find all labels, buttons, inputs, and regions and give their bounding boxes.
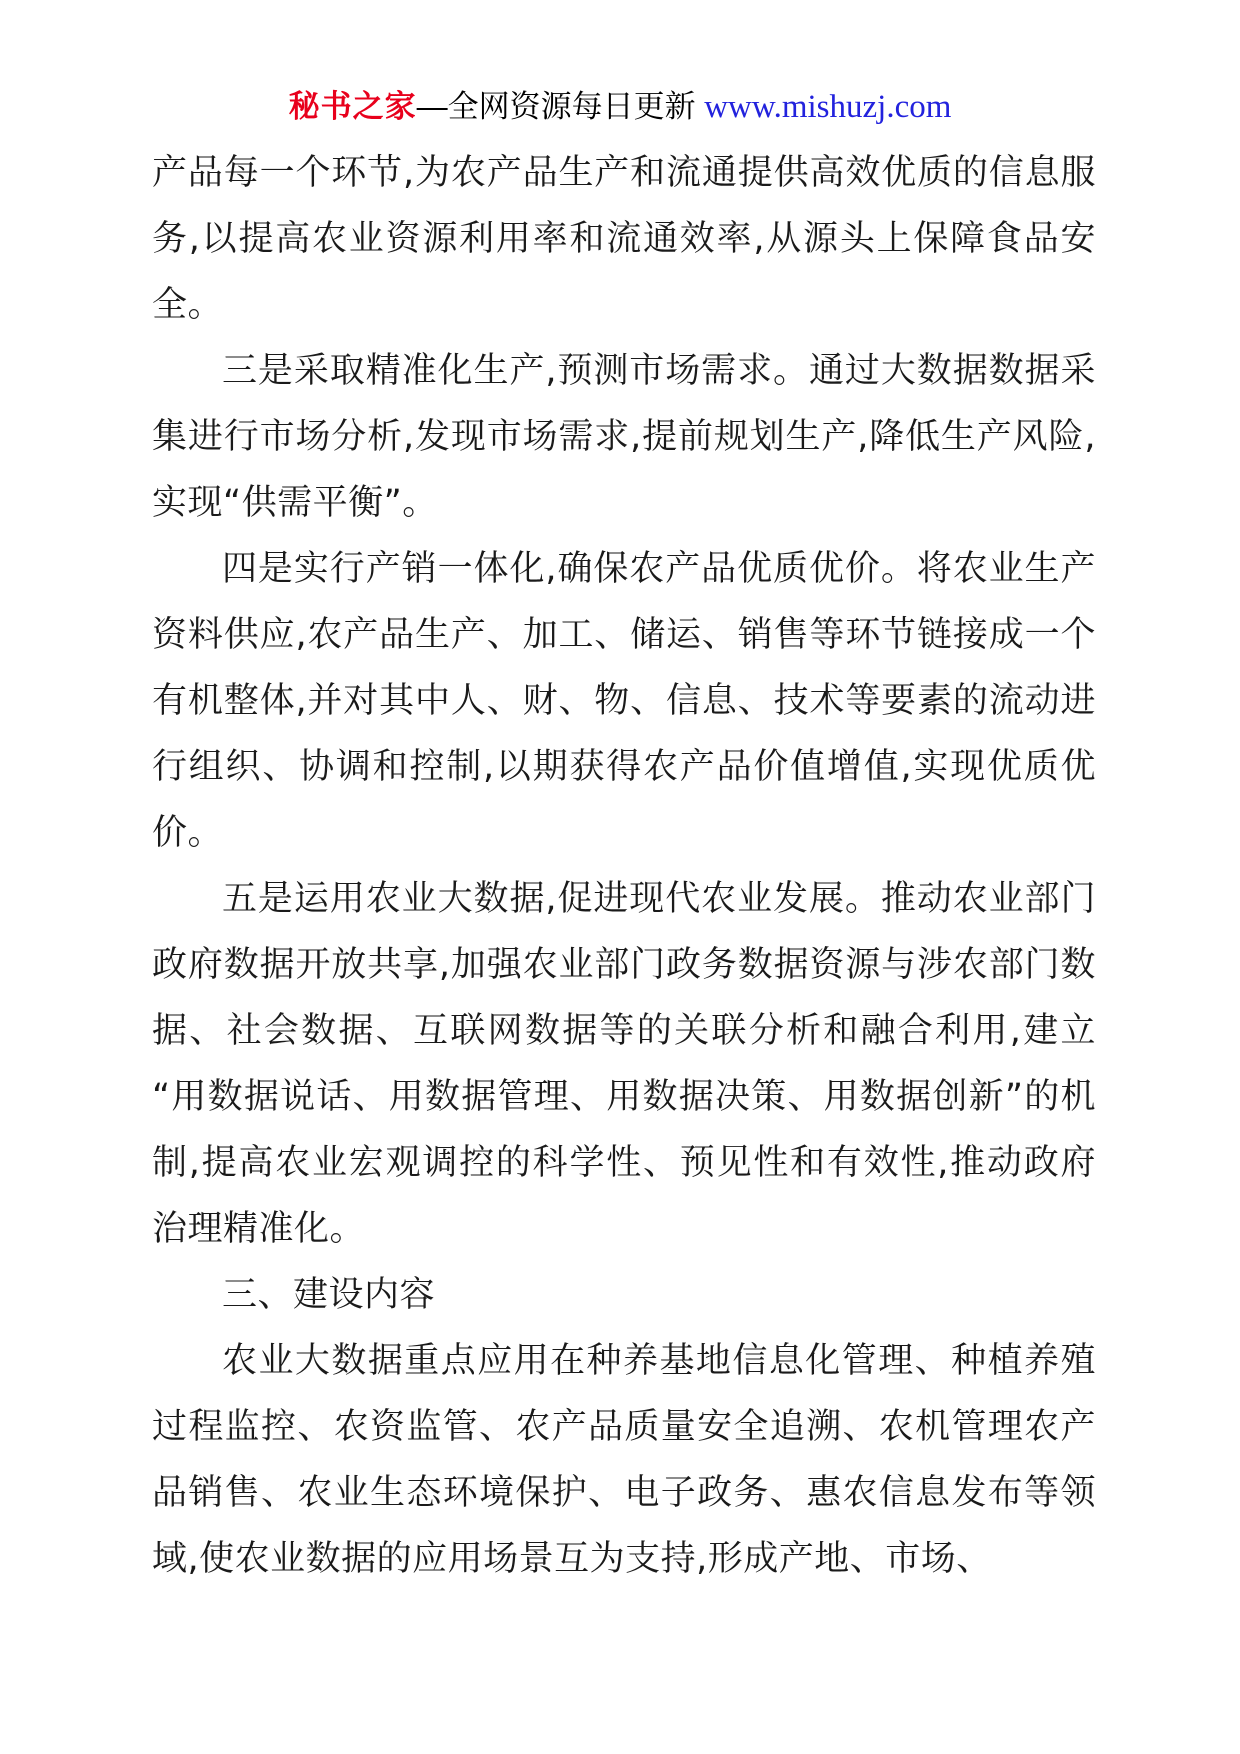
site-watermark-banner [0,88,1240,128]
paragraph-3: 四是实行产销一体化,确保农产品优质优价。将农业生产资料供应,农产品生产、加工、储运、销售等环节链接成一个有机整体,并对其中人、财、物、信息、技术等要素的流动进行组织、协调和控制,以期获得农产品价值增值,实现优质优价。 [152,549,1096,853]
site-url: www.mishuzj.com [704,89,952,125]
site-tagline: —全网资源每日更新 [416,89,705,124]
paragraph-2: 三是采取精准化生产,预测市场需求。通过大数据数据采集进行市场分析,发现市场需求,提前规划生产,降低生产风险,实现“供需平衡”。 [152,351,1096,523]
paragraph-1: 产品每一个环节,为农产品生产和流通提供高效优质的信息服务,以提高农业资源利用率和流通效率,从源头上保障食品安全。 [152,153,1096,325]
section-heading-3: 三、建设内容 [222,1275,436,1315]
document-body [152,140,1096,1592]
site-brand-name: 秘书之家 [288,89,417,124]
paragraph-4: 五是运用农业大数据,促进现代农业发展。推动农业部门政府数据开放共享,加强农业部门政务数据资源与涉农部门数据、社会数据、互联网数据等的关联分析和融合利用,建立“用数据说话、用数据管理、用数据决策、用数据创新”的机制,提高农业宏观调控的科学性、预见性和有效性,推动政府治理精准化。 [152,879,1096,1249]
paragraph-5: 农业大数据重点应用在种养基地信息化管理、种植养殖过程监控、农资监管、农产品质量安全追溯、农机管理农产品销售、农业生态环境保护、电子政务、惠农信息发布等领域,使农业数据的应用场景互为支持,形成产地、市场、 [152,1341,1096,1579]
